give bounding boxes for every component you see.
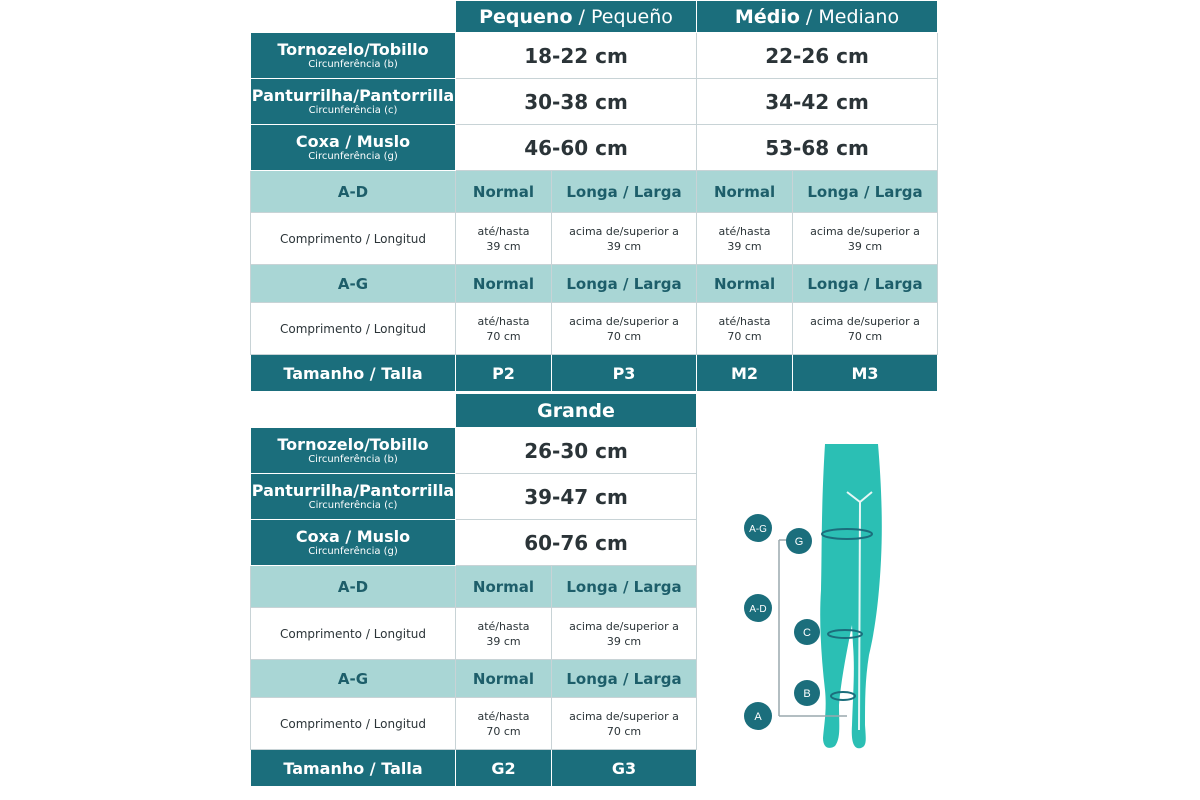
size-g3: G3 bbox=[552, 750, 697, 787]
size-g2: G2 bbox=[456, 750, 552, 787]
value-coxa-pequeno: 46-60 cm bbox=[456, 125, 697, 171]
ad-length-g2: até/hasta 39 cm bbox=[456, 608, 552, 660]
size-label: Tamanho / Talla bbox=[251, 355, 456, 392]
legs-silhouette bbox=[820, 444, 882, 748]
ad-length-m3: acima de/superior a 39 cm bbox=[793, 213, 938, 265]
value-tornozelo-medio: 22-26 cm bbox=[697, 33, 938, 79]
size-p3: P3 bbox=[552, 355, 697, 392]
ad-length-m2: até/hasta 39 cm bbox=[697, 213, 793, 265]
ad-col-longa-m: Longa / Larga bbox=[793, 171, 938, 213]
point-b-label: B bbox=[803, 688, 811, 700]
ad-length-label: Comprimento / Longitud bbox=[251, 213, 456, 265]
size-table-grande bbox=[250, 393, 697, 787]
point-g-label: G bbox=[794, 536, 804, 548]
ag-col-normal-m: Normal bbox=[697, 265, 793, 303]
value-tornozelo-grande: 26-30 cm bbox=[456, 428, 697, 474]
blank-corner bbox=[251, 1, 456, 33]
ad-col-normal-m: Normal bbox=[697, 171, 793, 213]
size-m3: M3 bbox=[793, 355, 938, 392]
ag-length-p3: acima de/superior a 70 cm bbox=[552, 303, 697, 355]
ad-length-g3: acima de/superior a 39 cm bbox=[552, 608, 697, 660]
ag-col-normal-p: Normal bbox=[456, 265, 552, 303]
ag-col-longa-g: Longa / Larga bbox=[552, 660, 697, 698]
ag-col-longa-m: Longa / Larga bbox=[793, 265, 938, 303]
ad-col-longa-p: Longa / Larga bbox=[552, 171, 697, 213]
marker-ad-label: A-D bbox=[749, 604, 767, 615]
header-medio: Médio / Mediano bbox=[697, 1, 938, 33]
size-m2: M2 bbox=[697, 355, 793, 392]
leg-measurement-figure bbox=[735, 440, 905, 755]
ad-col-normal-g: Normal bbox=[456, 566, 552, 608]
ad-col-normal-p: Normal bbox=[456, 171, 552, 213]
ad-label: A-D bbox=[251, 171, 456, 213]
value-coxa-medio: 53-68 cm bbox=[697, 125, 938, 171]
size-table-pequeno-medio bbox=[250, 0, 938, 392]
marker-a-label: A bbox=[754, 711, 762, 723]
ag-length-label: Comprimento / Longitud bbox=[251, 303, 456, 355]
ag-length-m3: acima de/superior a 70 cm bbox=[793, 303, 938, 355]
row-header-panturrilha: Panturrilha/Pantorrilla Circunferência (c) bbox=[251, 474, 456, 520]
ag-length-g3: acima de/superior a 70 cm bbox=[552, 698, 697, 750]
row-header-coxa: Coxa / Muslo Circunferência (g) bbox=[251, 125, 456, 171]
ad-length-p2: até/hasta 39 cm bbox=[456, 213, 552, 265]
size-label: Tamanho / Talla bbox=[251, 750, 456, 787]
ad-length-p3: acima de/superior a 39 cm bbox=[552, 213, 697, 265]
ag-length-p2: até/hasta 70 cm bbox=[456, 303, 552, 355]
ag-col-normal-g: Normal bbox=[456, 660, 552, 698]
blank-corner bbox=[251, 394, 456, 428]
size-p2: P2 bbox=[456, 355, 552, 392]
ag-length-label: Comprimento / Longitud bbox=[251, 698, 456, 750]
value-panturrilha-pequeno: 30-38 cm bbox=[456, 79, 697, 125]
ad-col-longa-g: Longa / Larga bbox=[552, 566, 697, 608]
value-panturrilha-grande: 39-47 cm bbox=[456, 474, 697, 520]
value-panturrilha-medio: 34-42 cm bbox=[697, 79, 938, 125]
ad-label: A-D bbox=[251, 566, 456, 608]
marker-ag-label: A-G bbox=[749, 524, 767, 535]
row-header-panturrilha: Panturrilha/Pantorrilla Circunferência (c) bbox=[251, 79, 456, 125]
header-grande: Grande bbox=[456, 394, 697, 428]
value-tornozelo-pequeno: 18-22 cm bbox=[456, 33, 697, 79]
row-header-tornozelo: Tornozelo/Tobillo Circunferência (b) bbox=[251, 33, 456, 79]
ad-length-label: Comprimento / Longitud bbox=[251, 608, 456, 660]
ag-col-longa-p: Longa / Larga bbox=[552, 265, 697, 303]
value-coxa-grande: 60-76 cm bbox=[456, 520, 697, 566]
ag-length-m2: até/hasta 70 cm bbox=[697, 303, 793, 355]
ag-length-g2: até/hasta 70 cm bbox=[456, 698, 552, 750]
row-header-tornozelo: Tornozelo/Tobillo Circunferência (b) bbox=[251, 428, 456, 474]
point-c-label: C bbox=[803, 627, 811, 639]
header-pequeno: Pequeno / Pequeño bbox=[456, 1, 697, 33]
ag-label: A-G bbox=[251, 265, 456, 303]
row-header-coxa: Coxa / Muslo Circunferência (g) bbox=[251, 520, 456, 566]
ag-label: A-G bbox=[251, 660, 456, 698]
